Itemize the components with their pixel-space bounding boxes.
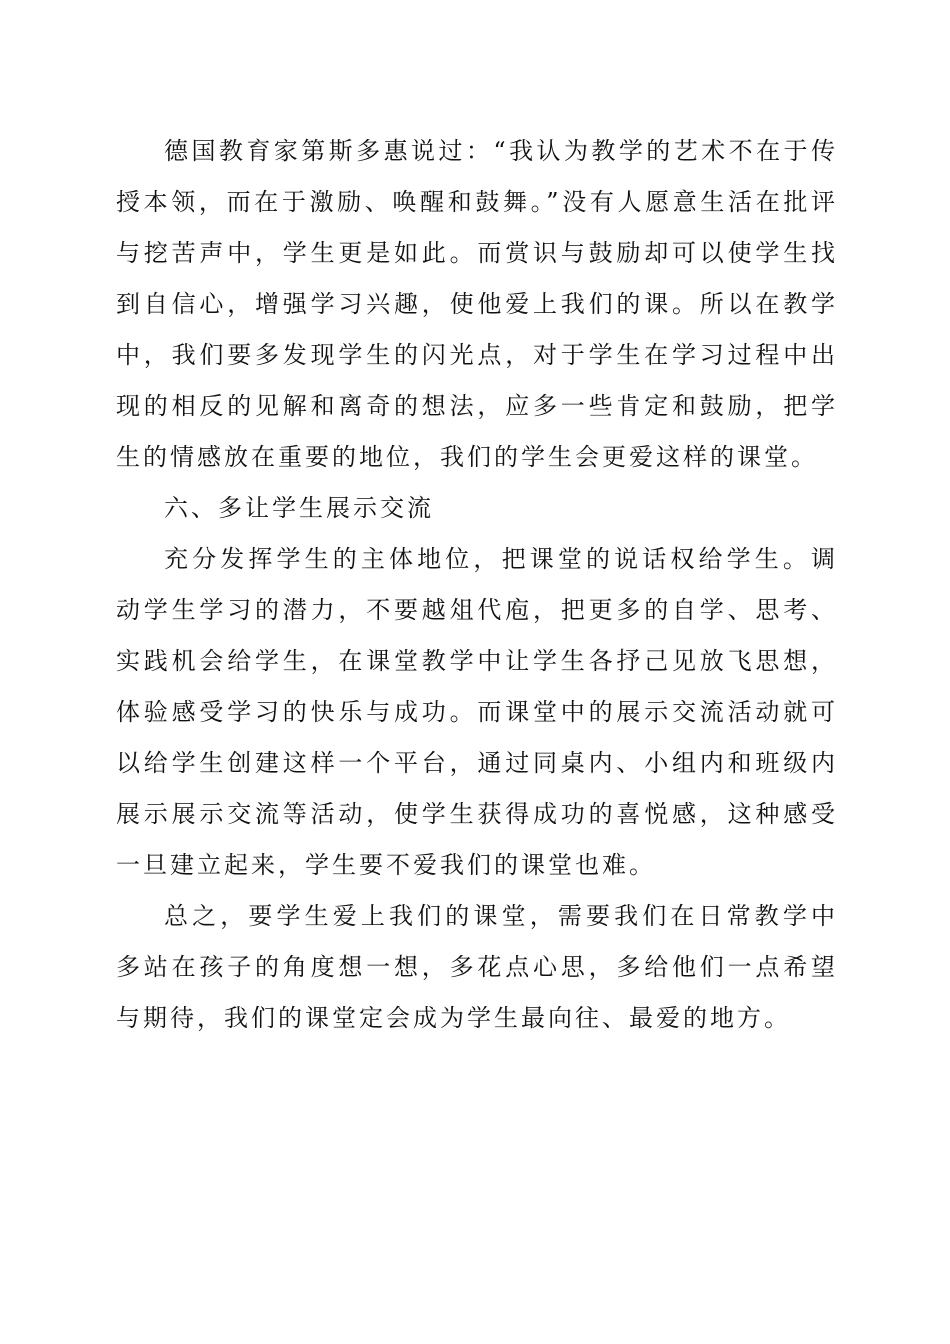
document-body	[116, 126, 838, 1044]
paragraph-display-exchange: 充分发挥学生的主体地位，把课堂的说话权给学生。调动学生学习的潜力，不要越俎代庖，把更多的自学、思考、实践机会给学生，在课堂教学中让学生各抒己见放飞思想，体验感受学习的快乐与成功。而课堂中的展示交流活动就可以给学生创建这样一个平台，通过同桌内、小组内和班级内展示展示交流等活动，使学生获得成功的喜悦感，这种感受一旦建立起来，学生要不爱我们的课堂也难。	[116, 545, 838, 879]
paragraph-encouragement: 德国教育家第斯多惠说过：“我认为教学的艺术不在于传授本领，而在于激励、唤醒和鼓舞。”没有人愿意生活在批评与挖苦声中，学生更是如此。而赏识与鼓励却可以使学生找到自信心，增强学习兴趣，使他爱上我们的课。所以在教学中，我们要多发现学生的闪光点，对于学生在学习过程中出现的相反的见解和离奇的想法，应多一些肯定和鼓励，把学生的情感放在重要的地位，我们的学生会更爱这样的课堂。	[116, 137, 838, 471]
section-heading-six: 六、多让学生展示交流	[164, 494, 434, 522]
paragraph-conclusion: 总之，要学生爱上我们的课堂，需要我们在日常教学中多站在孩子的角度想一想，多花点心思，多给他们一点希望与期待，我们的课堂定会成为学生最向往、最爱的地方。	[116, 902, 838, 1032]
